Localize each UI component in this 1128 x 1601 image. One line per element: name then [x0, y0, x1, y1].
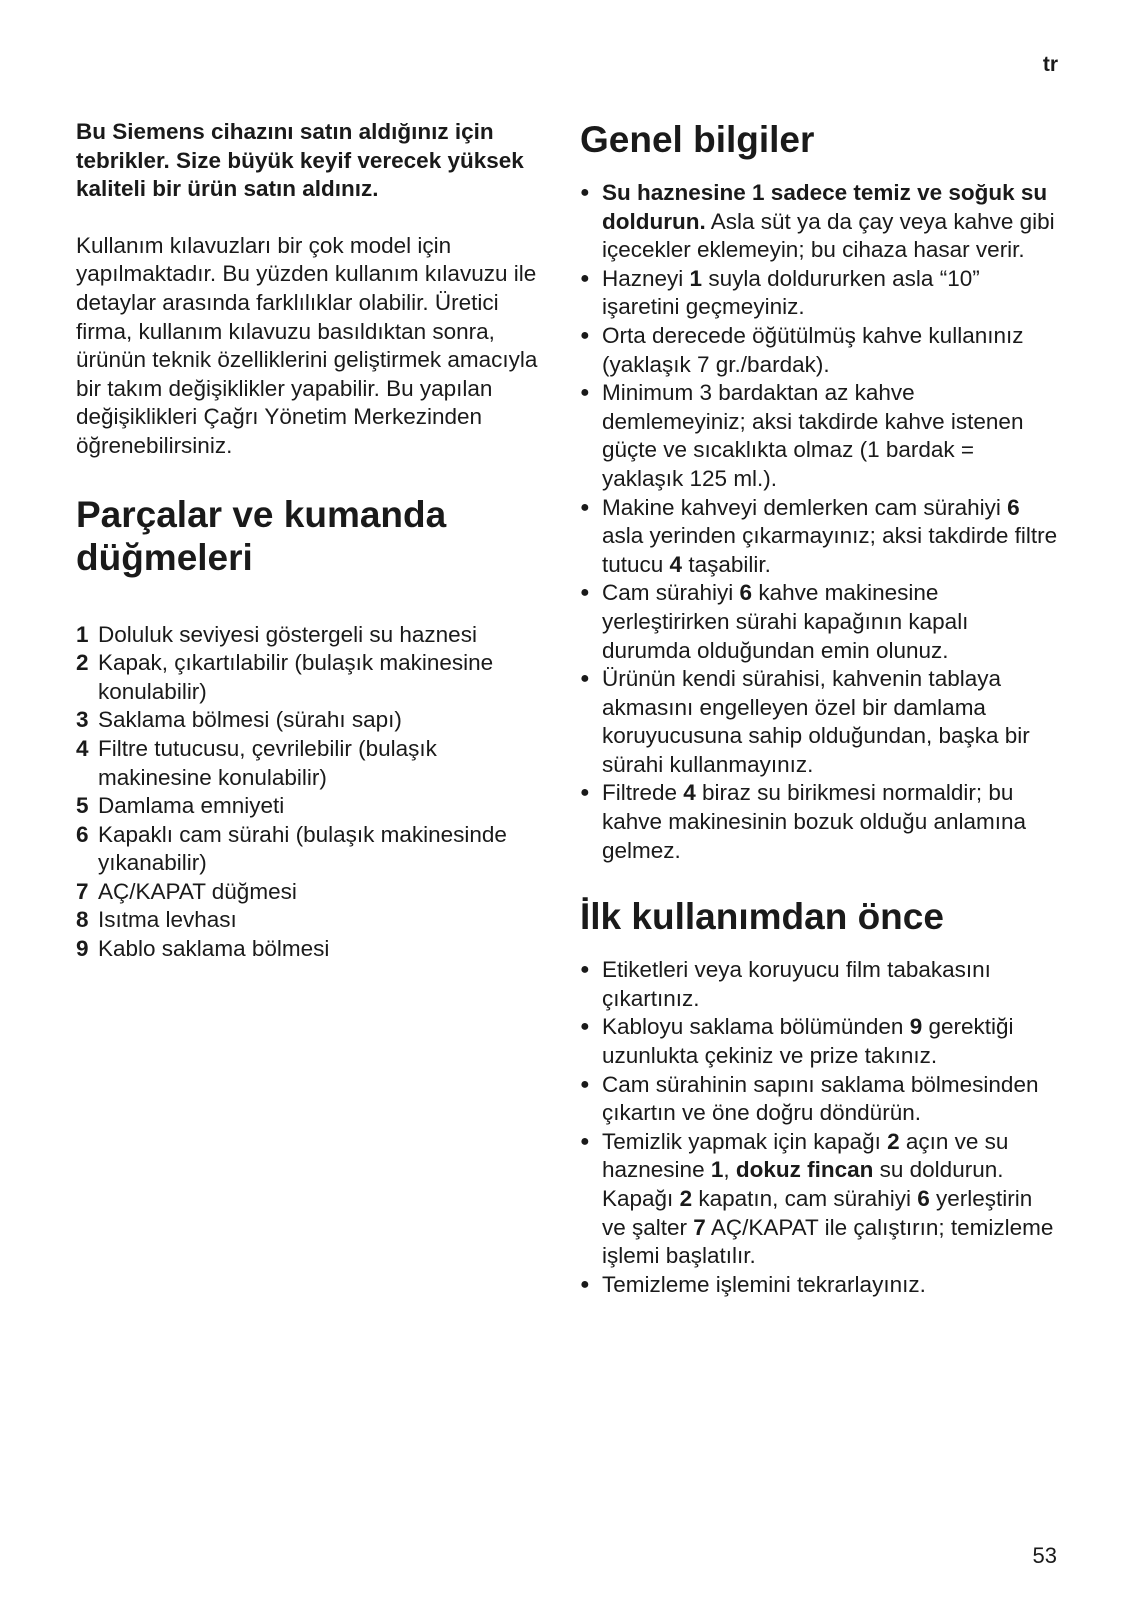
general-info-item	[580, 379, 1060, 493]
general-info-item	[580, 579, 1060, 665]
page-number: 53	[1032, 1543, 1057, 1568]
general-info-heading: Genel bilgiler	[580, 119, 815, 160]
body-text: kahve makinesine yerleştirirken sürahi kapağının kapalı durumda olduğundan emin olunuz.	[602, 580, 969, 663]
part-number: 3	[76, 707, 89, 733]
general-info-item	[580, 179, 1060, 265]
emphasis-text: 6	[1007, 494, 1020, 520]
general-info-list	[580, 179, 1060, 865]
part-label: AÇ/KAPAT düğmesi	[98, 878, 297, 904]
first-use-item	[580, 1271, 1060, 1300]
body-text: asla yerinden çıkarmayınız; aksi takdirde filtre tutucu	[602, 523, 1058, 577]
body-text: Makine kahveyi demlerken cam sürahiyi	[602, 494, 1008, 520]
body-text: açın ve su haznesine	[602, 1128, 1009, 1183]
right-column	[580, 118, 1060, 1299]
emphasis-text: 6	[739, 580, 753, 606]
emphasis-text: 7	[693, 1214, 706, 1240]
body-text: Ürünün kendi sürahisi, kahvenin tablaya akmasını engelleyen özel bir damlama koruyucusuna sahip olduğundan, başka bir sürahi kullanmayınız.	[602, 666, 1030, 777]
body-text: ,	[723, 1157, 736, 1183]
body-text: taşabilir.	[682, 551, 771, 577]
emphasis-text: 2	[679, 1186, 693, 1211]
body-text: Asla süt ya da çay veya kahve gibi içecekler eklemeyin; bu cihaza hasar verir.	[602, 208, 1055, 263]
body-text: suyla doldururken asla “10” işaretini geçmeyiniz.	[602, 265, 980, 320]
body-text: gerektiği uzunlukta çekiniz ve prize takınız.	[602, 1014, 1014, 1069]
body-text: yerleştirin ve şalter	[602, 1186, 1033, 1240]
general-info-item	[580, 322, 1060, 379]
general-info-item	[580, 494, 1060, 580]
emphasis-text: 9	[909, 1014, 923, 1040]
intro-congrats: Bu Siemens cihazını satın aldığınız için tebrikler. Size büyük keyif verecek yüksek kaliteli bir ürün satın aldınız.	[76, 119, 524, 202]
part-item	[76, 649, 556, 706]
body-text: Filtrede	[602, 780, 684, 806]
parts-heading: Parçalar ve kumanda düğmeleri	[76, 493, 447, 578]
body-text: kapatın, cam sürahiyi	[692, 1186, 918, 1211]
emphasis-text: 2	[887, 1128, 900, 1154]
part-number: 1	[76, 621, 89, 647]
part-item	[76, 935, 556, 964]
first-use-item	[580, 956, 1060, 1013]
body-text: AÇ/KAPAT ile çalıştırın; temizleme işlemi başlatılır.	[602, 1214, 1054, 1269]
first-use-heading: İlk kullanımdan önce	[580, 896, 944, 938]
general-info-item	[580, 665, 1060, 779]
part-label: Kablo saklama bölmesi	[98, 936, 330, 962]
part-item	[76, 821, 556, 878]
body-text: Minimum 3 bardaktan az kahve demlemeyiniz; aksi takdirde kahve istenen güçte ve sıcaklıkta olmaz (1 bardak = yaklaşık 125 ml.).	[602, 380, 1024, 491]
body-text: biraz su birikmesi normaldir; bu kahve makinesinin bozuk olduğu anlamına gelmez.	[602, 780, 1027, 863]
emphasis-text: 4	[683, 780, 696, 806]
part-label: Kapaklı cam sürahi (bulaşık makinesinde yıkanabilir)	[98, 821, 507, 876]
body-text: Temizleme işlemini tekrarlayınız.	[602, 1271, 926, 1297]
part-label: Isıtma levhası	[98, 907, 237, 933]
body-text: Cam sürahinin sapını saklama bölmesinden çıkartın ve öne doğru döndürün.	[602, 1071, 1039, 1126]
emphasis-text: 1	[689, 265, 703, 291]
part-number: 8	[76, 907, 89, 933]
part-number: 6	[76, 821, 89, 847]
body-text: Orta derecede öğütülmüş kahve kullanınız (yaklaşık 7 gr./bardak).	[602, 322, 1024, 377]
body-text: Temizlik yapmak için kapağı	[602, 1128, 888, 1154]
part-number: 7	[76, 878, 89, 904]
emphasis-text: 6	[917, 1186, 930, 1211]
part-label: Damlama emniyeti	[98, 793, 285, 819]
first-use-item	[580, 1128, 1060, 1271]
part-item	[76, 621, 556, 650]
emphasis-text: 1	[710, 1157, 724, 1183]
body-text: Etiketleri veya koruyucu film tabakasını çıkartınız.	[602, 957, 991, 1011]
first-use-item	[580, 1071, 1060, 1128]
parts-list	[76, 621, 556, 964]
part-item	[76, 878, 556, 907]
part-item	[76, 706, 556, 735]
part-item	[76, 792, 556, 821]
language-code: tr	[1042, 53, 1058, 76]
first-use-list	[580, 956, 1060, 1299]
intro-paragraph: Kullanım kılavuzları bir çok model için yapılmaktadır. Bu yüzden kullanım kılavuzu ile detaylar arasında farklılıklar olabilir. Üretici firma, kullanım kılavuzu basıldıktan sonra, ürünün teknik özelliklerini geliştirmek amacıyla bir takım değişiklikler yapabilir. Bu yapılan değişiklikleri Çağrı Yönetim Merkezinden öğrenebilirsiniz.	[76, 232, 538, 458]
part-label: Filtre tutucusu, çevrilebilir (bulaşık makinesine konulabilir)	[98, 735, 437, 790]
part-number: 5	[76, 793, 89, 819]
part-label: Saklama bölmesi (sürahı sapı)	[98, 707, 402, 733]
body-text: su doldurun. Kapağı	[602, 1157, 1004, 1211]
part-label: Doluluk seviyesi göstergeli su haznesi	[98, 621, 477, 647]
first-use-item	[580, 1013, 1060, 1070]
part-number: 9	[76, 936, 89, 962]
part-item	[76, 735, 556, 792]
emphasis-text: dokuz fincan	[735, 1157, 874, 1183]
part-number: 2	[76, 650, 89, 676]
body-text: Hazneyi	[602, 265, 690, 291]
general-info-item	[580, 265, 1060, 322]
part-item	[76, 906, 556, 935]
emphasis-text: 4	[669, 551, 683, 577]
part-number: 4	[76, 735, 89, 761]
emphasis-text: Su haznesine 1 sadece temiz ve soğuk su doldurun.	[602, 180, 1048, 234]
body-text: Kabloyu saklama bölümünden	[602, 1014, 910, 1040]
body-text: Cam sürahiyi	[602, 580, 740, 606]
general-info-item	[580, 779, 1060, 865]
part-label: Kapak, çıkartılabilir (bulaşık makinesine konulabilir)	[98, 650, 494, 704]
left-column	[76, 118, 556, 964]
